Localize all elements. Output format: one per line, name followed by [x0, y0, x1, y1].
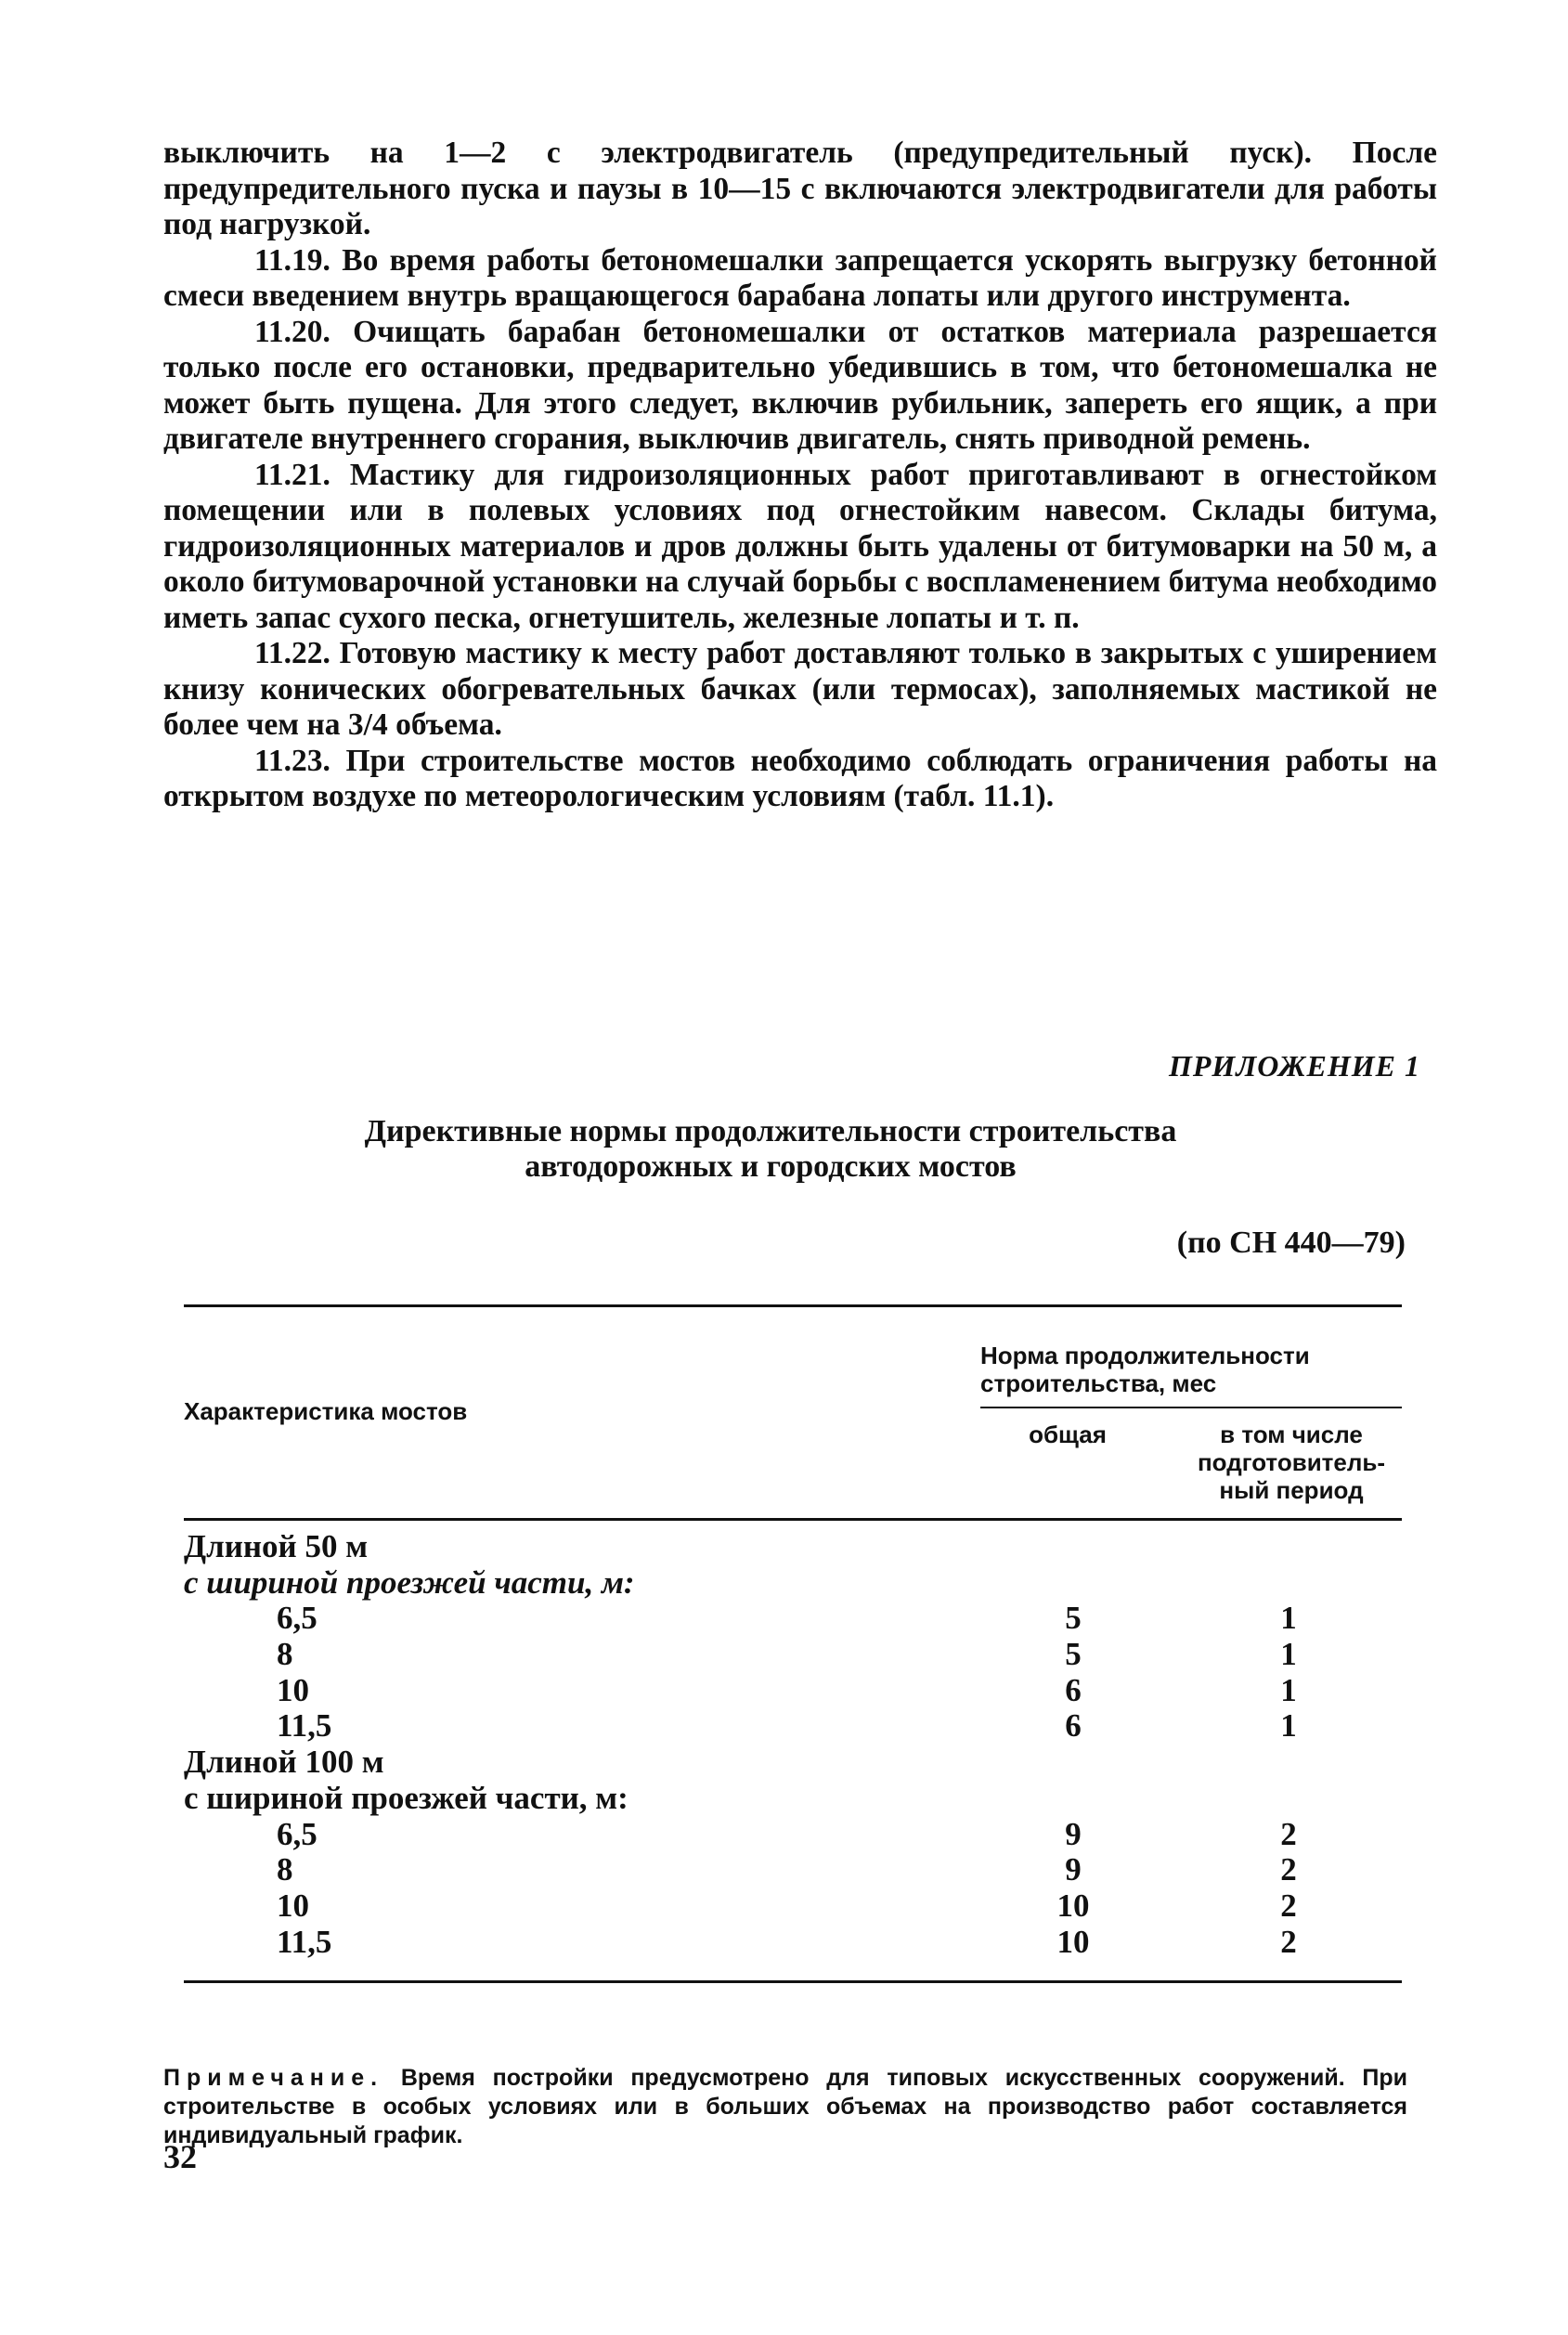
- header-norm: Норма продолжительности строительства, мес: [980, 1342, 1310, 1397]
- note-text: Время постройки предусмотрено для типовых искусственных сооружений. При строительстве в особых условиях или в больших объемах на производство работ составляется индивидуальный график.: [163, 2065, 1408, 2148]
- row-label: 11,5: [277, 1923, 332, 1960]
- row-label: 6,5: [277, 1815, 317, 1852]
- row-label: 6,5: [277, 1600, 317, 1637]
- page-number: 32: [163, 2138, 197, 2175]
- row-label: 8: [277, 1636, 293, 1673]
- table-row: [184, 1601, 1402, 1637]
- header-subrule: [980, 1407, 1402, 1408]
- row-total-value: 6: [1065, 1707, 1082, 1745]
- table-row: [184, 1781, 1402, 1817]
- appendix-label: ПРИЛОЖЕНИЕ 1: [1168, 1049, 1420, 1083]
- table-row: [184, 1888, 1402, 1925]
- clause-11-20: 11.20. Очищать барабан бетономешалки от остатков материала разрешается только после его остановки, предварительно убедившись в том, что бетономешалка не может быть пущена. Для этого следует, включив рубильник, запереть его ящик, а при двигателе внутреннего сгорания, выключив двигатель, снять приводной ремень.: [163, 314, 1437, 456]
- row-prep-value: 1: [1280, 1707, 1297, 1745]
- table-row: [184, 1529, 1402, 1565]
- row-label: Длиной 100 м: [184, 1744, 384, 1781]
- table-bottom-rule: [184, 1980, 1402, 1983]
- row-total-value: 9: [1065, 1815, 1082, 1852]
- row-total-value: 6: [1065, 1671, 1082, 1708]
- table-body: [184, 1529, 1402, 1960]
- row-label: 8: [277, 1851, 293, 1888]
- table-row: [184, 1708, 1402, 1745]
- note-label: Примечание.: [163, 2065, 384, 2091]
- row-total-value: 5: [1065, 1636, 1082, 1673]
- table-row: [184, 1925, 1402, 1961]
- row-prep-value: 1: [1280, 1600, 1297, 1637]
- table-row: [184, 1565, 1402, 1602]
- clause-11-22: 11.22. Готовую мастику к месту работ доставляют только в закрытых с уширением книзу конических обогревательных бачках (или термосах), заполняемых мастикой не более чем на 3/4 объема.: [163, 636, 1437, 742]
- row-label: 10: [277, 1887, 309, 1924]
- body-text: [163, 136, 1437, 815]
- header-characteristic: Характеристика мостов: [184, 1397, 468, 1425]
- row-label: 10: [277, 1671, 309, 1708]
- row-prep-value: 2: [1280, 1923, 1297, 1960]
- table-row: [184, 1817, 1402, 1853]
- table-row: [184, 1673, 1402, 1709]
- row-label: Длиной 50 м: [184, 1528, 369, 1564]
- row-label: 11,5: [277, 1707, 332, 1745]
- appendix-title: [232, 1114, 1309, 1185]
- row-total-value: 10: [1056, 1923, 1090, 1960]
- appendix-title-line-2: автодорожных и городских мостов: [525, 1149, 1017, 1184]
- header-total: общая: [1029, 1420, 1107, 1448]
- table-row: [184, 1637, 1402, 1673]
- header-prep: в том числе подготовитель-ный период: [1197, 1420, 1386, 1504]
- table-top-rule: [184, 1304, 1402, 1307]
- row-label: с шириной проезжей части, м:: [184, 1563, 635, 1601]
- row-prep-value: 2: [1280, 1815, 1297, 1852]
- clause-11-23: 11.23. При строительстве мостов необходимо соблюдать ограничения работы на открытом воздухе по метеорологическим условиям (табл. 11.1).: [163, 743, 1437, 813]
- row-total-value: 10: [1056, 1887, 1090, 1924]
- row-total-value: 9: [1065, 1851, 1082, 1888]
- body-paragraph: выключить на 1—2 с электродвигатель (предупредительный пуск). После предупредительного пуска и паузы в 10—15 с включаются электродвигатели для работы под нагрузкой.: [163, 136, 1437, 241]
- row-prep-value: 2: [1280, 1851, 1297, 1888]
- row-total-value: 5: [1065, 1600, 1082, 1637]
- appendix-title-line-1: Директивные нормы продолжительности строительства: [364, 1114, 1177, 1148]
- clause-11-21: 11.21. Мастику для гидроизоляционных работ приготавливают в огнестойком помещении или в полевых условиях под огнестойким навесом. Склады битума, гидроизоляционных материалов и дров должны быть удалены от битумоварки на 50 м, а около битумоварочной установки на случай борьбы с воспламенением битума необходимо иметь запас сухого песка, огнетушитель, железные лопаты и т. п.: [163, 457, 1437, 635]
- row-prep-value: 2: [1280, 1887, 1297, 1924]
- clause-11-19: 11.19. Во время работы бетономешалки запрещается ускорять выгрузку бетонной смеси введением внутрь вращающегося барабана лопаты или другого инструмента.: [163, 242, 1437, 313]
- table-row: [184, 1852, 1402, 1888]
- row-label: с шириной проезжей части, м:: [184, 1779, 628, 1816]
- table-row: [184, 1745, 1402, 1781]
- row-prep-value: 1: [1280, 1671, 1297, 1708]
- table-note: [163, 2064, 1407, 2150]
- row-prep-value: 1: [1280, 1636, 1297, 1673]
- source-reference: (по СН 440—79): [1176, 1226, 1406, 1260]
- header-bottom-rule: [184, 1518, 1402, 1521]
